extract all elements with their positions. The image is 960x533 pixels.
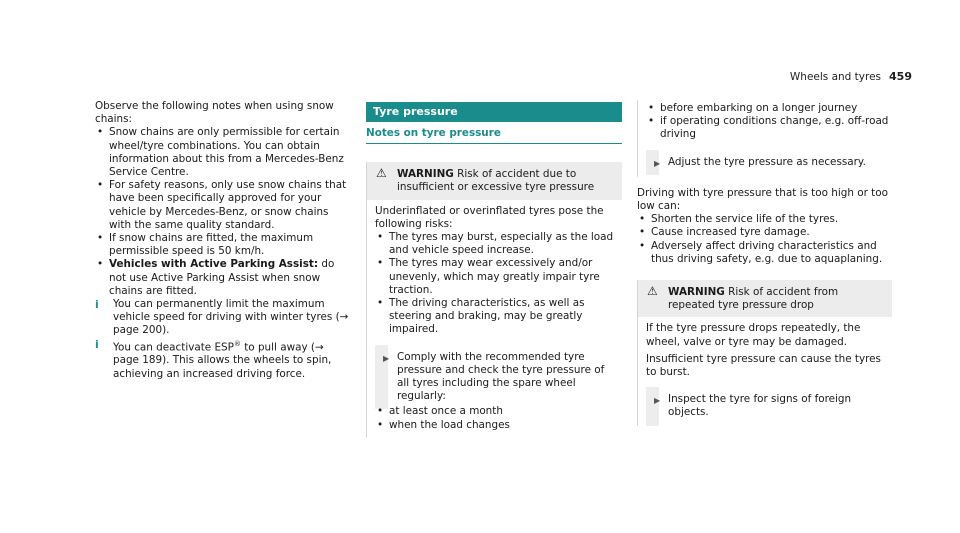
list-item: • The tyres may burst, especially as the load and vehicle speed increase. bbox=[375, 231, 616, 257]
list-item bbox=[95, 258, 350, 298]
list-item: • If snow chains are fitted, the maximum permissible speed is 50 km/h. bbox=[95, 232, 350, 258]
step-text: Inspect the tyre for signs of foreign objects. bbox=[668, 393, 852, 419]
list-item: • Shorten the service life of the tyres. bbox=[637, 213, 892, 226]
info-icon: i bbox=[95, 298, 99, 312]
section-name: Wheels and tyres bbox=[789, 71, 882, 83]
registered-mark: ® bbox=[233, 339, 241, 348]
info-icon: i bbox=[95, 337, 99, 351]
warning-box bbox=[637, 280, 892, 426]
list-item: • if operating conditions change, e.g. off-road driving bbox=[646, 115, 892, 141]
tip-note bbox=[95, 298, 350, 338]
list-item: • when the load changes bbox=[375, 419, 616, 432]
column-3 bbox=[637, 100, 892, 426]
subsection-title: Notes on tyre pressure bbox=[366, 127, 622, 144]
snow-chains-intro: Observe the following notes when using snow chains: bbox=[95, 100, 334, 126]
warning-label: WARNING bbox=[397, 168, 454, 181]
snow-chains-list bbox=[95, 126, 350, 298]
warning-intro: Underinflated or overinflated tyres pose the following risks: bbox=[375, 204, 604, 230]
tip-text: You can permanently limit the maximum vehicle speed for driving with winter tyres (→ page 200). bbox=[113, 298, 349, 337]
running-header bbox=[790, 70, 912, 83]
tip-note bbox=[95, 338, 350, 381]
list-item: • The tyres may wear excessively and/or unevenly, which may greatly impair tyre traction. bbox=[375, 257, 616, 297]
warning-body bbox=[367, 200, 622, 438]
interval-list bbox=[646, 102, 892, 142]
list-item: • The driving characteristics, as well as steering and braking, may be greatly impaired. bbox=[375, 297, 616, 337]
active-parking-label: Vehicles with Active Parking Assist: bbox=[109, 258, 319, 271]
list-item: • For safety reasons, only use snow chains that have been specifically approved for your vehicle by Mercedes-Benz, or snow chains with the same quality standard. bbox=[95, 179, 350, 232]
list-item: • Snow chains are only permissible for certain wheel/tyre combinations. You can obtain information about this from a Mercedes-Benz Service Centre. bbox=[95, 126, 350, 179]
action-step bbox=[375, 351, 616, 404]
warning-title: Risk of accident from repeated tyre pressure drop bbox=[668, 286, 839, 312]
warning-header bbox=[367, 162, 622, 199]
column-2 bbox=[366, 100, 622, 438]
continued-warning bbox=[637, 100, 892, 177]
play-arrow-icon: ▶ bbox=[654, 158, 661, 168]
list-item: • Adversely affect driving characteristics and thus driving safety, e.g. due to aquaplaning. bbox=[637, 240, 892, 266]
play-arrow-icon: ▶ bbox=[654, 396, 661, 406]
warning-label: WARNING bbox=[668, 286, 725, 299]
step-text: Adjust the tyre pressure as necessary. bbox=[668, 155, 866, 168]
tip-text-a: You can deactivate ESP bbox=[113, 341, 234, 354]
page-number: 459 bbox=[889, 70, 912, 83]
action-step bbox=[646, 156, 892, 169]
step-text: Comply with the recommended tyre pressure and check the tyre pressure of all tyres including the spare wheel regularly: bbox=[397, 350, 605, 403]
risk-list bbox=[375, 231, 616, 337]
active-parking-text: do not use Active Parking Assist when snow chains are fitted. bbox=[109, 258, 335, 297]
play-arrow-icon: ▶ bbox=[383, 353, 390, 363]
warning-paragraph: Insufficient tyre pressure can cause the tyres to burst. bbox=[646, 352, 881, 379]
interval-list bbox=[375, 405, 616, 431]
warning-title: Risk of accident due to insufficient or excessive tyre pressure bbox=[397, 168, 595, 194]
effects-list bbox=[637, 213, 892, 266]
action-step bbox=[646, 393, 886, 419]
column-1 bbox=[95, 100, 350, 381]
warning-icon: ⚠ bbox=[647, 284, 658, 299]
warning-paragraph: If the tyre pressure drops repeatedly, the wheel, valve or tyre may be damaged. bbox=[646, 322, 861, 348]
list-item: • at least once a month bbox=[375, 405, 616, 418]
section-title: Tyre pressure bbox=[366, 102, 622, 122]
warning-header bbox=[638, 280, 892, 317]
warning-box bbox=[366, 162, 622, 438]
warning-body bbox=[638, 317, 892, 425]
pressure-intro: Driving with tyre pressure that is too high or too low can: bbox=[637, 186, 888, 213]
list-item: • before embarking on a longer journey bbox=[646, 102, 892, 115]
tip-text-b: to pull away (→ page 189). This allows the wheels to spin, achieving an increased driving force. bbox=[113, 341, 332, 380]
warning-icon: ⚠ bbox=[376, 166, 387, 181]
list-item: • Cause increased tyre damage. bbox=[637, 226, 892, 239]
